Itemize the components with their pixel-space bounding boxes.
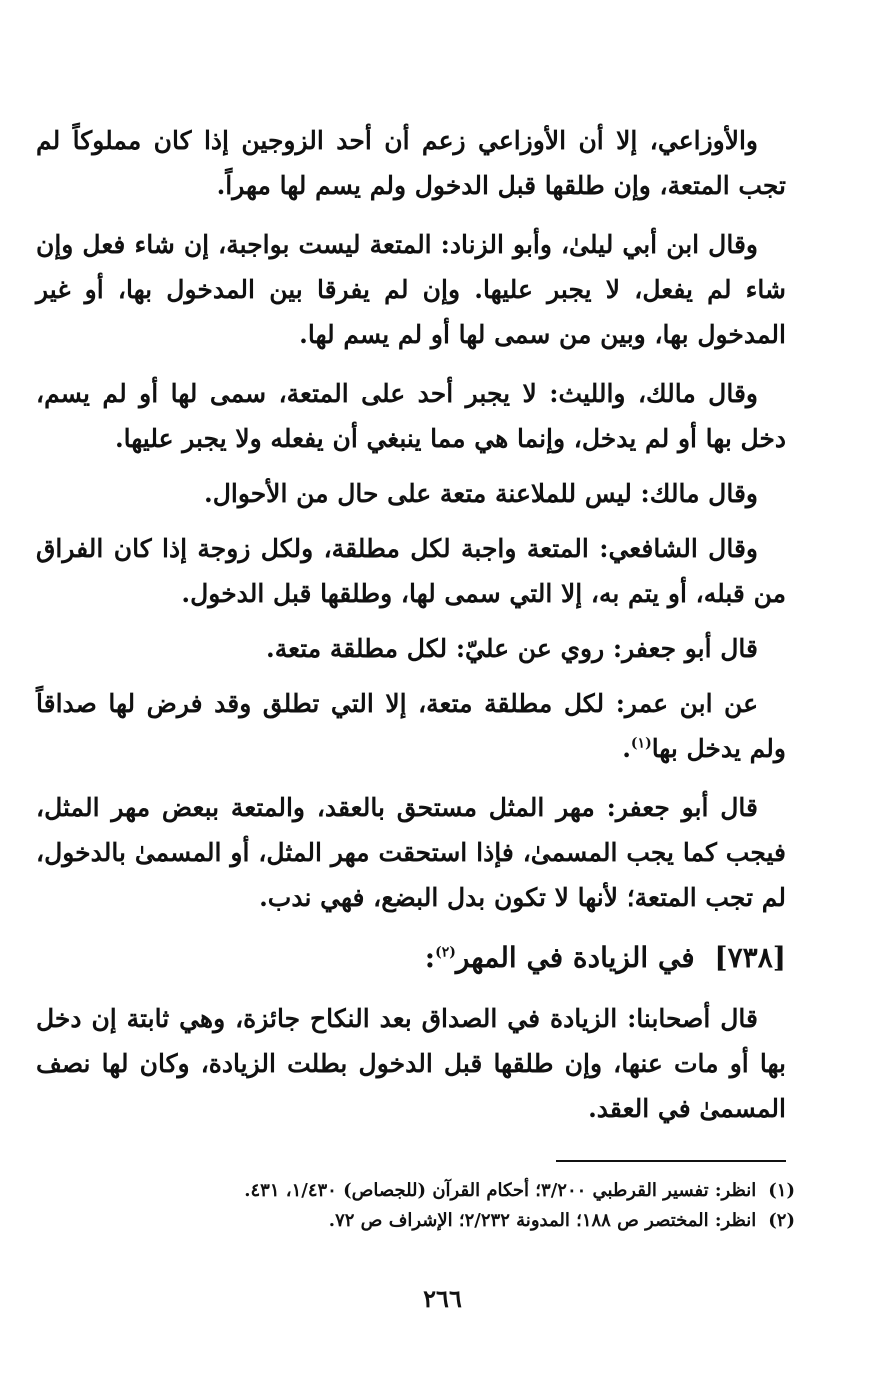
paragraph-3: وقال مالك، والليث: لا يجبر أحد على المتعة، سمى لها أو لم يسم، دخل بها أو لم يدخل، وإنما هي مما ينبغي أن يفعله ولا يجبر عليها. [36,379,786,453]
page-body [36,118,786,1145]
footnote-1-number: (١) [768,1180,795,1201]
footnotes [60,1176,795,1236]
paragraph-6: قال أبو جعفر: روي عن عليّ: لكل مطلقة متعة. [266,634,758,663]
footnote-ref-2[interactable]: (٢) [435,944,456,961]
paragraph-7-text: عن ابن عمر: لكل مطلقة متعة، إلا التي تطلق وقد فرض لها صداقاً ولم يدخل بها [36,689,786,763]
footnote-2 [60,1206,795,1236]
paragraph-4: وقال مالك: ليس للملاعنة متعة على حال من الأحوال. [204,479,758,508]
paragraph-9: قال أصحابنا: الزيادة في الصداق بعد النكاح جائزة، وهي ثابتة إن دخل بها أو مات عنها، وإن طلقها قبل الدخول بطلت الزيادة، وكان لها نصف المسمىٰ في العقد. [36,1004,786,1123]
section-heading [36,934,786,982]
paragraph-7 [36,681,786,771]
paragraph-1: والأوزاعي، إلا أن الأوزاعي زعم أن أحد الزوجين إذا كان مملوكاً لم تجب المتعة، وإن طلقها قبل الدخول ولم يسم لها مهراً. [36,126,786,200]
page-number: ٢٦٦ [423,1284,462,1313]
footnote-1-text: انظر: تفسير القرطبي ٣/٢٠٠؛ أحكام القرآن (للجصاص) ١/٤٣٠، ٤٣١. [244,1180,757,1201]
section-title: في الزيادة في المهر [455,941,695,974]
footnote-2-text: انظر: المختصر ص ١٨٨؛ المدونة ٢/٢٣٢؛ الإشراف ص ٧٢. [328,1210,757,1231]
paragraph-2: وقال ابن أبي ليلىٰ، وأبو الزناد: المتعة ليست بواجبة، إن شاء فعل وإن شاء لم يفعل، لا يجبر عليها. وإن لم يفرقا بين المدخول بها، أو غير المدخول بها، وبين من سمى لها أو لم يسم لها. [36,230,786,349]
section-colon: : [424,941,436,974]
paragraph-5: وقال الشافعي: المتعة واجبة لكل مطلقة، ولكل زوجة إذا كان الفراق من قبله، أو يتم به، إلا التي سمى لها، وطلقها قبل الدخول. [36,534,786,608]
paragraph-7-end: . [622,734,631,763]
footnote-ref-1[interactable]: (١) [630,735,652,752]
footnote-2-number: (٢) [768,1210,795,1231]
footnote-divider [556,1160,786,1162]
footnote-1 [60,1176,795,1206]
section-number: [٧٣٨] [714,941,786,974]
paragraph-8: قال أبو جعفر: مهر المثل مستحق بالعقد، والمتعة ببعض مهر المثل، فيجب كما يجب المسمىٰ، فإذا استحقت مهر المثل، أو المسمىٰ بالدخول، لم تجب المتعة؛ لأنها لا تكون بدل البضع، فهي ندب. [36,793,786,912]
